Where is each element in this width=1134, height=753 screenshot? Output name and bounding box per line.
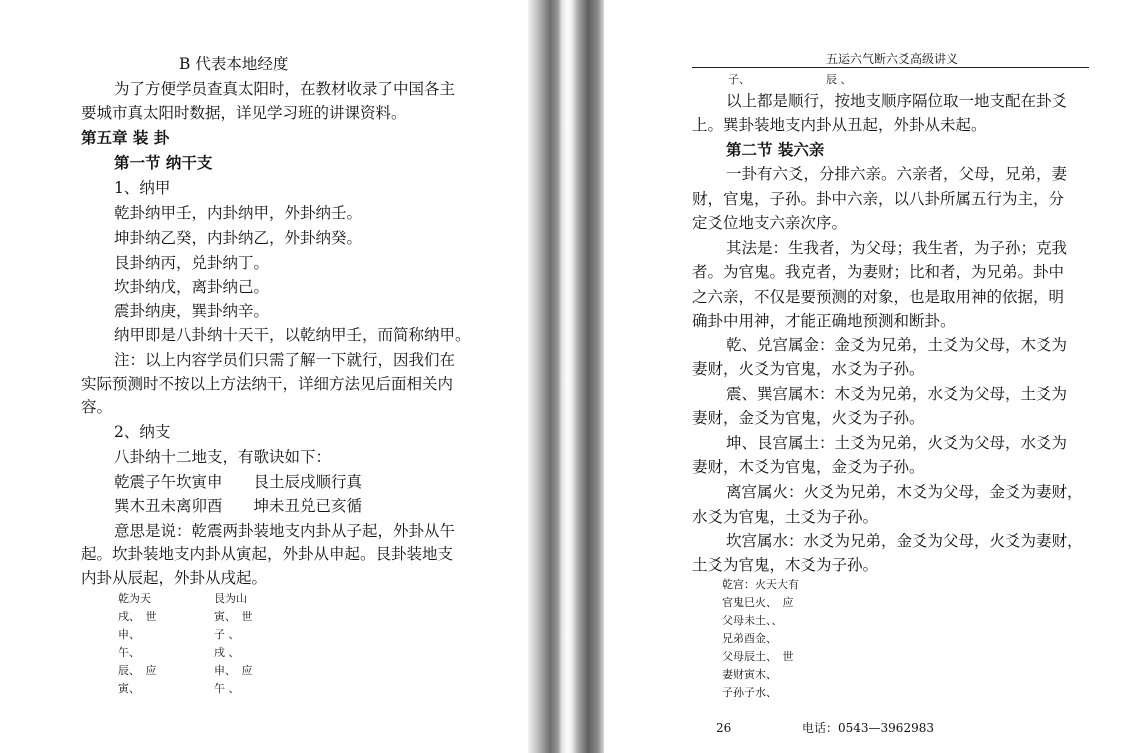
text-line: 1、纳甲 (114, 179, 171, 197)
hexagram-line: 子、 (728, 73, 750, 86)
text-line: 水爻为官鬼，土爻为子孙。 (692, 508, 879, 526)
text-line: 为了方便学员查真太阳时，在教材收录了中国各主 (114, 80, 456, 98)
left-page (0, 0, 528, 753)
text-line: 离宫属火：火爻为兄弟，木爻为父母，金爻为妻财， (726, 483, 1083, 501)
hexagram-line: 父母未土、、 (722, 614, 783, 627)
text-line: 坤、艮宫属土：土爻为兄弟，火爻为父母，水爻为 (726, 434, 1068, 452)
page-number: 26 (716, 721, 732, 735)
hexagram-line: 申、 应 (214, 664, 253, 677)
chapter-heading: 第五章 装 卦 (81, 129, 170, 147)
text-line: 八卦纳十二地支，有歌诀如下： (114, 448, 332, 466)
text-line: 坤卦纳乙癸，内卦纳乙，外卦纳癸。 (114, 229, 363, 247)
text-line: 者。为官鬼。我克者，为妻财；比和者，为兄弟。卦中 (692, 263, 1065, 281)
hexagram-line: 辰 、 (826, 73, 852, 86)
hexagram-line: 兄弟酉金、 (722, 632, 777, 645)
text-line: 实际预测时不按以上方法纳干，详细方法见后面相关内 (81, 375, 454, 393)
text-line: 要城市真太阳时数据，详见学习班的讲课资料。 (81, 104, 407, 122)
section-heading: 第二节 装六亲 (726, 141, 825, 159)
text-line: 财，官鬼，子孙。卦中六亲，以八卦所属五行为主，分 (692, 190, 1065, 208)
text-line: 2、纳支 (114, 423, 171, 441)
hexagram-line: 午 、 (214, 682, 240, 695)
text-line: 艮卦纳丙，兑卦纳丁。 (114, 254, 270, 272)
hexagram-line: 午、 (118, 646, 140, 659)
verse-line: 乾震子午坎寅申 艮土辰戌顺行真 (114, 473, 363, 491)
text-line: 土爻为官鬼，木爻为子孙。 (692, 556, 879, 574)
hexagram-line: 辰、 应 (118, 664, 157, 677)
hexagram-line: 申、 (118, 628, 140, 641)
text-line: 坎宫属水：水爻为兄弟，金爻为父母，火爻为妻财， (726, 532, 1083, 550)
hexagram-line: 妻财寅木、 (722, 668, 777, 681)
hexagram-line: 乾为天 (118, 592, 151, 605)
text-line: 意思是说：乾震两卦装地支内卦从子起，外卦从午 (114, 522, 456, 540)
hexagram-line: 戌 、 (214, 646, 240, 659)
text-line: 一卦有六爻，分排六亲。六亲者，父母，兄弟，妻 (726, 165, 1068, 183)
text-line: 妻财，木爻为官鬼，金爻为子孙。 (692, 458, 925, 476)
hexagram-line: 戌、 世 (118, 610, 157, 623)
text-line: 震卦纳庚，巽卦纳辛。 (114, 302, 270, 320)
text-line: 坎卦纳戊，离卦纳己。 (114, 278, 270, 296)
hexagram-line: 艮为山 (214, 592, 247, 605)
book-gutter (528, 0, 604, 753)
text-line: 注：以上内容学员们只需了解一下就行，因我们在 (114, 351, 456, 369)
text-line: 妻财，金爻为官鬼，火爻为子孙。 (692, 409, 925, 427)
hexagram-line: 父母辰土、 世 (722, 650, 794, 663)
text-line: 上。巽卦装地支内卦从丑起，外卦从未起。 (692, 116, 987, 134)
text-line: B 代表本地经度 (179, 55, 289, 73)
text-line: 内卦从辰起，外卦从戌起。 (81, 569, 268, 587)
text-line: 起。坎卦装地支内卦从寅起，外卦从申起。艮卦装地支 (81, 545, 454, 563)
text-line: 之六亲，不仅是要预测的对象，也是取用神的依据，明 (692, 288, 1065, 306)
text-line: 确卦中用神，才能正确地预测和断卦。 (692, 312, 956, 330)
footer-phone: 电话：0543—3962983 (802, 721, 934, 735)
hexagram-line: 官鬼巳火、 应 (722, 596, 794, 609)
hexagram-line: 子孙子水、 (722, 686, 777, 699)
text-line: 定爻位地支六亲次序。 (692, 214, 848, 232)
hexagram-line: 寅、 (118, 682, 140, 695)
text-line: 容。 (81, 398, 113, 416)
hexagram-line: 乾宫：火天大有 (722, 578, 799, 591)
hexagram-line: 子 、 (214, 628, 240, 641)
text-line: 纳甲即是八卦纳十天干，以乾纳甲壬，而简称纳甲。 (114, 326, 471, 344)
text-line: 其法是：生我者，为父母；我生者，为子孙；克我 (726, 239, 1068, 257)
text-line: 乾、兑宫属金：金爻为兄弟，土爻为父母，木爻为 (726, 336, 1068, 354)
running-header: 五运六气断六爻高级讲义 (826, 52, 959, 66)
text-line: 震、巽宫属木：木爻为兄弟，水爻为父母，土爻为 (726, 385, 1068, 403)
text-line: 以上都是顺行，按地支顺序隔位取一地支配在卦爻 (726, 92, 1068, 110)
section-heading: 第一节 纳干支 (114, 154, 213, 172)
text-line: 妻财，火爻为官鬼，水爻为子孙。 (692, 360, 925, 378)
header-rule (692, 67, 1089, 68)
hexagram-line: 寅、 世 (214, 610, 253, 623)
text-line: 乾卦纳甲壬，内卦纳甲，外卦纳壬。 (114, 204, 363, 222)
right-page (604, 0, 1134, 753)
verse-line: 巽木丑未离卯酉 坤未丑兑已亥循 (114, 497, 363, 515)
